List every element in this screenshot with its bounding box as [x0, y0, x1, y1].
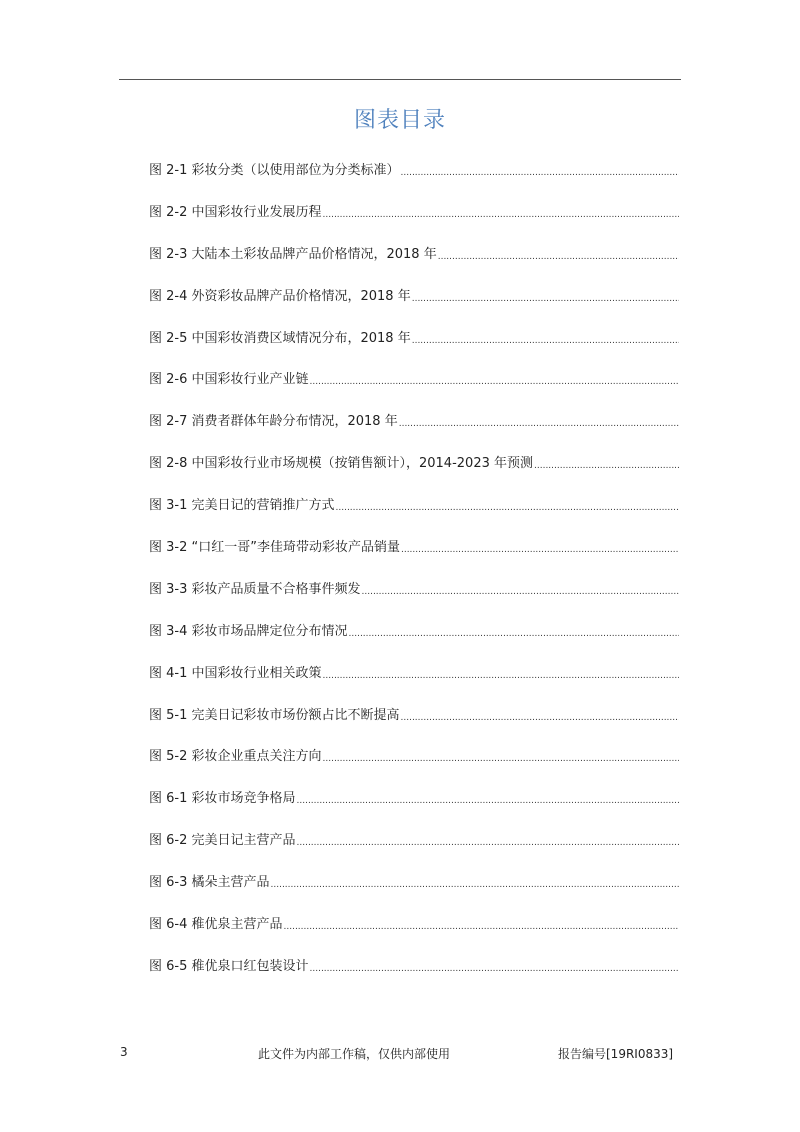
toc-entry[interactable]	[149, 276, 679, 318]
toc-dot-leader	[399, 415, 679, 433]
page-footer	[0, 1045, 800, 1065]
toc-dot-leader	[271, 876, 680, 894]
toc-entry-label: 图 6-4 稚优泉主营产品	[149, 916, 283, 932]
toc-entry-label: 图 2-7 消费者群体年龄分布情况，2018 年	[149, 414, 398, 430]
toc-entry-label: 图 4-1 中国彩妆行业相关政策	[149, 665, 322, 681]
toc-entry-label: 图 6-1 彩妆市场竞争格局	[149, 791, 296, 807]
toc-entry-label: 图 2-8 中国彩妆行业市场规模（按销售额计），2014-2023 年预测	[149, 456, 533, 472]
toc-entry-label: 图 6-5 稚优泉口红包装设计	[149, 958, 309, 974]
toc-entry-label: 图 2-1 彩妆分类（以使用部位为分类标准）	[149, 162, 400, 178]
toc-entry[interactable]	[149, 443, 679, 485]
toc-dot-leader	[438, 248, 679, 266]
toc-entry-label: 图 3-2 “口红一哥”李佳琦带动彩妆产品销量	[149, 539, 400, 555]
toc-entry-label: 图 3-3 彩妆产品质量不合格事件频发	[149, 581, 361, 597]
toc-entry[interactable]	[149, 778, 679, 820]
toc-entry[interactable]	[149, 485, 679, 527]
toc-dot-leader	[284, 918, 680, 936]
toc-entry-label: 图 6-3 橘朵主营产品	[149, 875, 270, 891]
toc-entry[interactable]	[149, 359, 679, 401]
toc-dot-leader	[349, 625, 680, 643]
toc-dot-leader	[412, 290, 679, 308]
toc-entry[interactable]	[149, 820, 679, 862]
report-id: 报告编号[19RI0833]	[558, 1047, 674, 1061]
toc-dot-leader	[534, 457, 679, 475]
toc-entry[interactable]	[149, 234, 679, 276]
confidentiality-notice: 此文件为内部工作稿，仅供内部使用	[258, 1047, 451, 1061]
toc-entry-label: 图 5-1 完美日记彩妆市场份额占比不断提高	[149, 707, 400, 723]
toc-entry-label: 图 2-2 中国彩妆行业发展历程	[149, 204, 322, 220]
toc-entry[interactable]	[149, 653, 679, 695]
toc-entry-label: 图 6-2 完美日记主营产品	[149, 833, 296, 849]
toc-dot-leader	[323, 667, 680, 685]
toc-dot-leader	[401, 709, 680, 727]
toc-entry-label: 图 2-3 大陆本土彩妆品牌产品价格情况，2018 年	[149, 246, 437, 262]
toc-entry[interactable]	[149, 862, 679, 904]
toc-entry[interactable]	[149, 192, 679, 234]
page-title: 图表目录	[353, 108, 446, 133]
toc-entry[interactable]	[149, 611, 679, 653]
toc-entry-label: 图 2-4 外资彩妆品牌产品价格情况，2018 年	[149, 288, 411, 304]
toc-entry[interactable]	[149, 150, 679, 192]
page-number: 3	[120, 1045, 128, 1059]
header-rule	[119, 79, 681, 80]
toc-entry[interactable]	[149, 569, 679, 611]
toc-dot-leader	[323, 206, 680, 224]
toc-dot-leader	[323, 750, 680, 768]
toc-entry-label: 图 3-1 完美日记的营销推广方式	[149, 498, 335, 514]
toc-dot-leader	[412, 332, 679, 350]
toc-entry-label: 图 2-5 中国彩妆消费区域情况分布，2018 年	[149, 330, 411, 346]
toc-dot-leader	[401, 164, 680, 182]
toc-dot-leader	[362, 583, 680, 601]
toc-entry-label: 图 2-6 中国彩妆行业产业链	[149, 372, 309, 388]
toc-dot-leader	[310, 960, 680, 978]
toc-entry[interactable]	[149, 401, 679, 443]
toc-entry-label: 图 3-4 彩妆市场品牌定位分布情况	[149, 623, 348, 639]
toc-dot-leader	[310, 373, 680, 391]
toc-dot-leader	[336, 499, 680, 517]
toc-entry[interactable]	[149, 946, 679, 988]
toc-dot-leader	[297, 834, 680, 852]
toc-entry[interactable]	[149, 318, 679, 360]
toc-entry-label: 图 5-2 彩妆企业重点关注方向	[149, 749, 322, 765]
toc-entry[interactable]	[149, 904, 679, 946]
toc-dot-leader	[297, 792, 680, 810]
toc-entry[interactable]	[149, 527, 679, 569]
table-of-figures	[149, 150, 679, 988]
toc-entry[interactable]	[149, 736, 679, 778]
toc-entry[interactable]	[149, 695, 679, 737]
toc-dot-leader	[401, 541, 679, 559]
